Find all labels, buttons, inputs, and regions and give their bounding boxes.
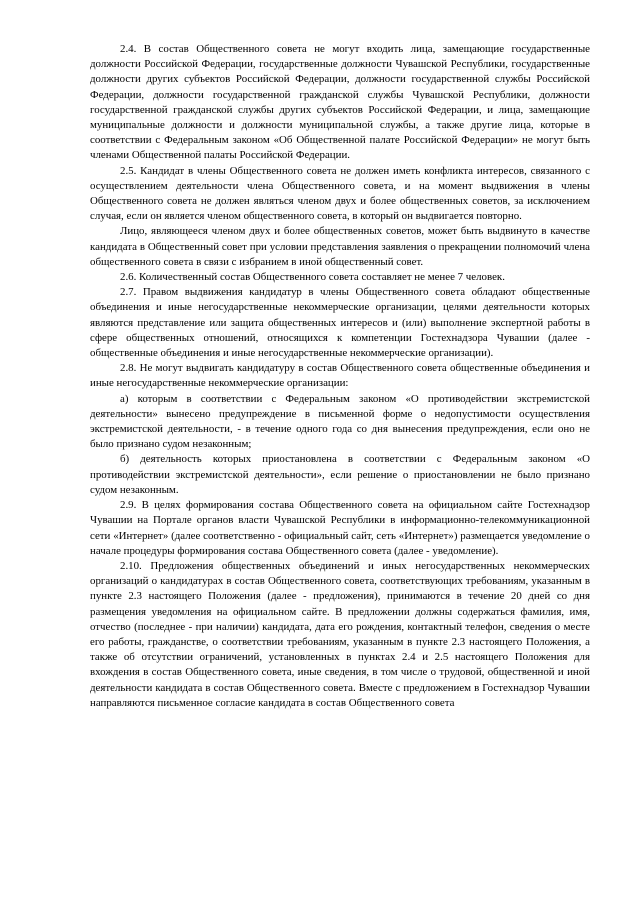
paragraph-2-5: 2.5. Кандидат в члены Общественного совета не должен иметь конфликта интересов, связанного с осуществлением деятельности члена Общественного совета, и на момент выдвижения в члены Общественного совета не должен являться членом двух и более общественных советов, за исключением случая, если он является членом общественного совета, в который он выдвигается повторно. bbox=[90, 164, 590, 223]
paragraph-2-8: 2.8. Не могут выдвигать кандидатуру в состав Общественного совета общественные объединения и иные негосударственные некоммерческие организации: bbox=[90, 362, 590, 390]
paragraph-2-5-continuation: Лицо, являющееся членом двух и более общественных советов, может быть выдвинуто в качестве кандидата в Общественный совет при условии представления заявления о прекращении полномочий члена общественного совета в связи с избранием в иной общественный совет. bbox=[90, 225, 590, 268]
paragraph-2-6: 2.6. Количественный состав Общественного совета составляет не менее 7 человек. bbox=[120, 271, 505, 284]
paragraph-2-8-b: б) деятельность которых приостановлена в соответствии с Федеральным законом «О противодействии экстремистской деятельности», если решение о приостановлении не было признано судом незаконным. bbox=[90, 453, 590, 496]
paragraph-2-7: 2.7. Правом выдвижения кандидатур в члены Общественного совета обладают общественные объединения и иные негосударственные некоммерческие организации, целями деятельности которых являются представление или защита общественных интересов и (или) выполнение экспертной работы в сфере общественных отношений, относящихся к компетенции Гостехнадзора Чувашии (далее - общественные объединения и иные негосударственные некоммерческие организации). bbox=[90, 286, 590, 360]
paragraph-2-4: 2.4. В состав Общественного совета не могут входить лица, замещающие государственные должности Российской Федерации, государственные должности Чувашской Республики, государственные должности других субъектов Российской Федерации, должности государственной службы Российской Федерации, должности государственной гражданской службы Чувашской Республики, должности государственной гражданской службы других субъектов Российской Федерации, и лица, замещающие муниципальные должности и должности муниципальной службы, а также другие лица, которые в соответствии с Федеральным законом «Об Общественной палате Российской Федерации» не могут быть членами Общественной палаты Российской Федерации. bbox=[90, 43, 590, 162]
paragraph-2-9: 2.9. В целях формирования состава Общественного совета на официальном сайте Гостехнадзор Чувашии на Портале органов власти Чувашской Республики в информационно-телекоммуникационной сети «Интернет» (далее соответственно - официальный сайт, сеть «Интернет») размещается уведомление о начале процедуры формирования состава Общественного совета (далее - уведомление). bbox=[90, 499, 590, 557]
paragraph-2-10: 2.10. Предложения общественных объединений и иных негосударственных некоммерческих организаций о кандидатурах в состав Общественного совета, соответствующих требованиям, указанным в пункте 2.3 настоящего Положения (далее - предложения), принимаются в течение 20 дней со дня размещения уведомления на официальном сайте. В предложении должны содержаться фамилия, имя, отчество (последнее - при наличии) кандидата, дата его рождения, контактный телефон, сведения о месте его работы, гражданстве, о соответствии требованиям, указанным в пункте 2.3 настоящего Положения, а также об отсутствии ограничений, установленных в пунктах 2.4 и 2.5 настоящего Положения для вхождения в состав Общественного совета, иные сведения, в том числе о трудовой, общественной и иной деятельности кандидата в состав Общественного совета. Вместе с предложением в Гостехнадзор Чувашии направляются письменное согласие кандидата в состав Общественного совета bbox=[90, 559, 590, 709]
paragraph-2-8-a: а) которым в соответствии с Федеральным законом «О противодействии экстремистской деятельности» вынесено предупреждение в письменной форме о недопустимости осуществления экстремистской деятельности, - в течение одного года со дня вынесения предупреждения, если оно не было признано судом незаконным; bbox=[90, 392, 590, 451]
document-body bbox=[90, 42, 590, 711]
